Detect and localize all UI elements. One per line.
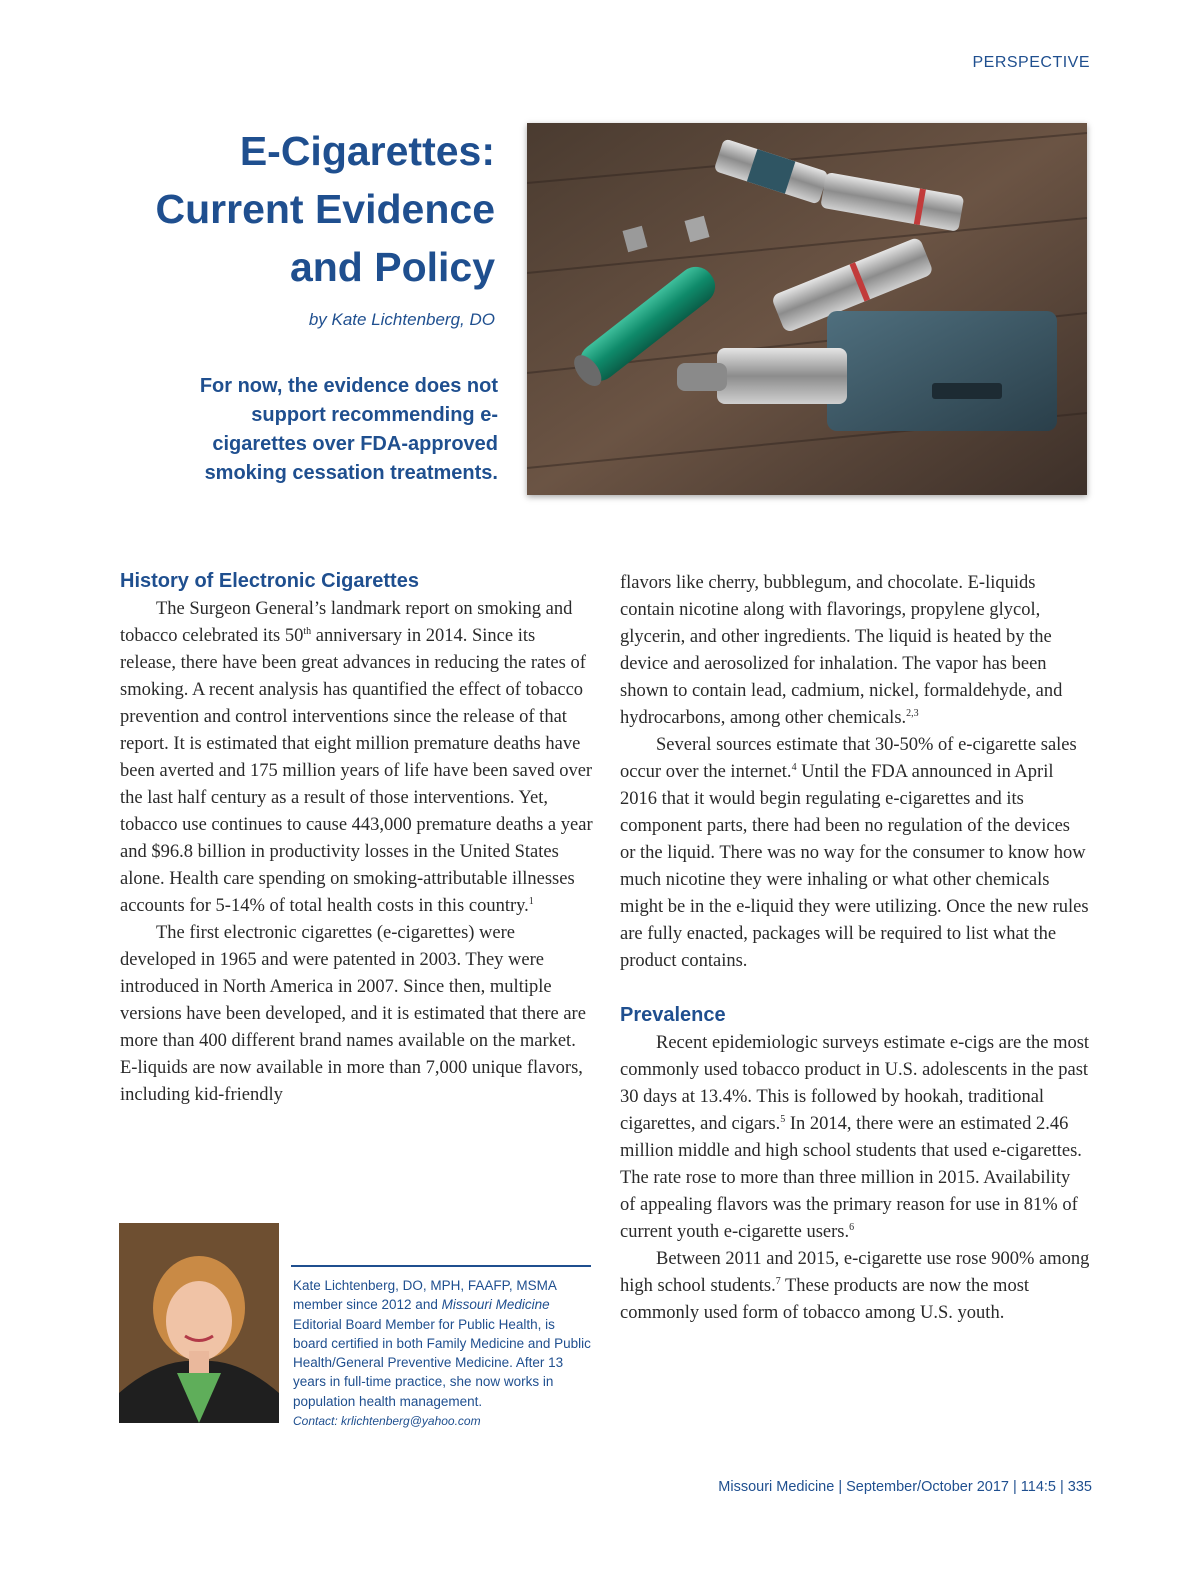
title-line-1: E-Cigarettes:	[239, 128, 495, 174]
title-line-2: Current Evidence	[155, 186, 495, 232]
article-title	[100, 122, 495, 296]
prevalence-heading: Prevalence	[620, 1004, 726, 1026]
section-label: PERSPECTIVE	[972, 54, 1090, 71]
journal-name: Missouri Medicine	[441, 1297, 550, 1313]
author-contact: Contact: krlichtenberg@yahoo.com	[293, 1414, 481, 1429]
pull-quote: For now, the evidence does not support recommending e-cigarettes over FDA-approved smoking cessation treatments.	[199, 375, 498, 484]
left-column	[120, 566, 595, 1109]
history-heading: History of Electronic Cigarettes	[120, 570, 419, 592]
history-paragraph-1: The Surgeon General’s landmark report on smoking and tobacco celebrated its 50th anniversary in 2014. Since its release, there have been great advances in reducing the rates of smoking. A recent analysis has quantified the effect of tobacco prevention and control interventions since the release of that report. It is estimated that eight million premature deaths have been averted and 175 million years of life have been saved over the last half century as a result of those interventions. Yet, tobacco use continues to cause 443,000 premature deaths a year and $96.8 billion in productivity losses in the United States alone. Health care spending on smoking-attributable illnesses accounts for 5-14% of total health costs in this country.$^1$	[120, 599, 593, 916]
author-bio: Kate Lichtenberg, DO, MPH, FAAFP, MSMA member since 2012 and Missouri Medicine Editorial Board Member for Public Health, is board certified in both Family Medicine and Public Health/General Preventive Medicine. After 13 years in full-time practice, she now works in population health management. Contact: krlichtenberg@yahoo.com	[293, 1278, 591, 1429]
author-photo	[119, 1223, 279, 1423]
prevalence-paragraph-1: Recent epidemiologic surveys estimate e-cigs are the most commonly used tobacco product in U.S. adolescents in the past 30 days at 13.4%. This is followed by hookah, traditional cigarettes, and cigars.$^5$ In 2014, there were an estimated 2.46 million middle and high school students that used e-cigarettes. The rate rose to more than three million in 2015. Availability of appealing flavors was the primary reason for use in 81% of current youth e-cigarette users.$^6$	[620, 1033, 1090, 1242]
history-paragraph-3: Several sources estimate that 30-50% of e-cigarette sales occur over the internet.$^4$ Until the FDA announced in April 2016 that it would begin regulating e-cigarettes and its component parts, there had been no regulation of the devices or the liquid. There was no way for the consumer to know how much nicotine they were inhaling or what other chemicals might be in the e-liquid they were utilizing. Once the new rules are fully enacted, packages will be required to list what the product contains.	[620, 735, 1089, 971]
e-cigarette-photo	[527, 123, 1087, 495]
history-paragraph-2: The first electronic cigarettes (e-cigarettes) were developed in 1965 and were patented in 2003. They were introduced in North America in 2007. Since then, multiple versions have been developed, and it is estimated that there are more than 400 different brand names available on the market. E-liquids are now available in more than 7,000 unique flavors, including kid-friendly	[120, 923, 586, 1105]
byline: by Kate Lichtenberg, DO	[308, 310, 495, 329]
title-line-3: and Policy	[289, 244, 495, 290]
history-paragraph-2-continued: flavors like cherry, bubblegum, and chocolate. E-liquids contain nicotine along with flavorings, propylene glycol, glycerin, and other ingredients. The liquid is heated by the device and aerosolized for inhalation. The vapor has been shown to contain lead, cadmium, nickel, formaldehyde, and hydrocarbons, among other chemicals.$^{2,3}$	[620, 573, 1063, 728]
prevalence-paragraph-2: Between 2011 and 2015, e-cigarette use rose 900% among high school students.$^7$ These products are now the most commonly used form of tobacco among U.S. youth.	[620, 1249, 1090, 1323]
page-footer: Missouri Medicine | September/October 2017 | 114:5 | 335	[718, 1479, 1092, 1495]
right-column	[620, 570, 1090, 1327]
bio-divider	[291, 1265, 591, 1267]
